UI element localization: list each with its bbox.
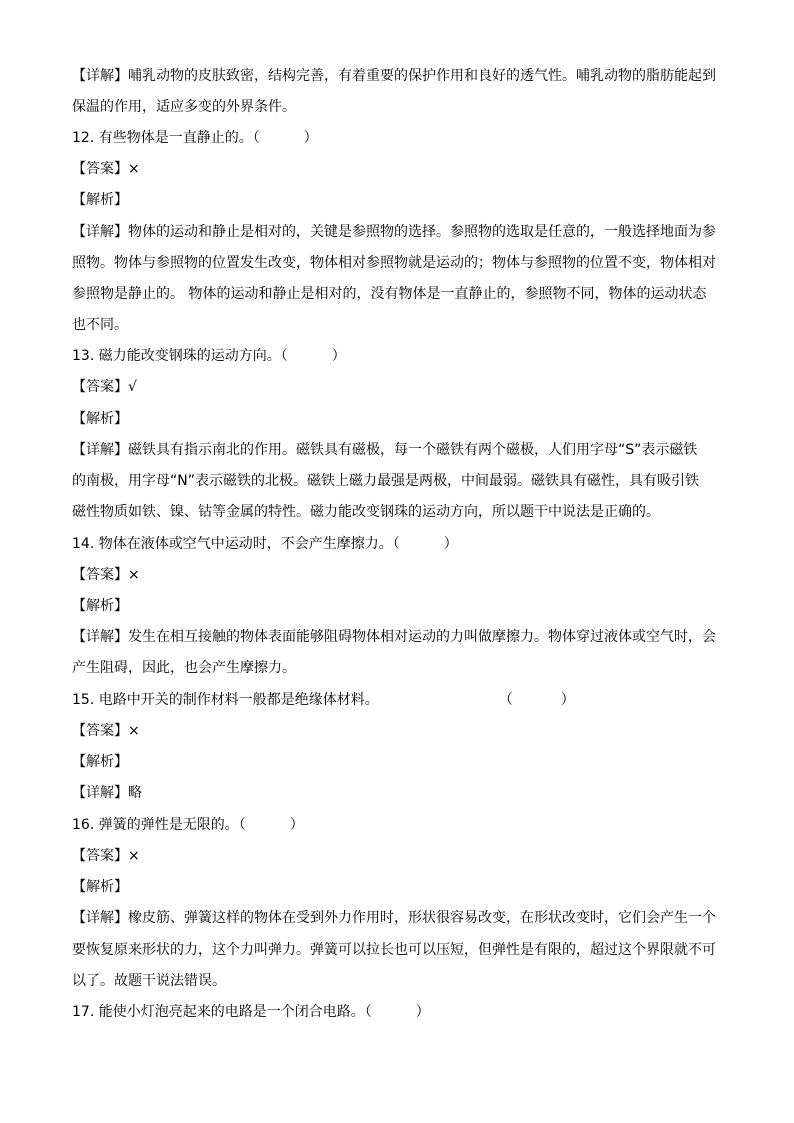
- question-text: 17. 能使小灯泡亮起来的电路是一个闭合电路。（: [72, 1004, 372, 1020]
- question-text: 16. 弹簧的弹性是无限的。（: [72, 817, 246, 833]
- question-text: 15. 电路中开关的制作材料一般都是绝缘体材料。: [72, 692, 379, 708]
- text: 【详解】橡皮筋、弹簧这样的物体在受到外力作用时，形状很容易改变，在形状改变时，它们会产生一个: [72, 910, 716, 926]
- text: 以了。故题干说法错误。: [72, 973, 226, 989]
- answer-16: [72, 846, 732, 866]
- text: 产生阻碍，因此，也会产生摩擦力。: [72, 660, 296, 676]
- explanation-line: [72, 471, 732, 491]
- analysis-label-16: [72, 877, 732, 897]
- text: 的南极，用字母“N”表示磁铁的北极。磁铁上磁力最强是两极，中间最弱。磁铁具有磁性，具有吸引铁: [72, 473, 699, 489]
- answer-text: 【答案】×: [72, 723, 140, 739]
- explanation-line: [72, 940, 732, 960]
- question-16: [72, 815, 732, 835]
- close-bracket: ）: [415, 1004, 430, 1020]
- text: 磁性物质如铁、镍、钴等金属的特性。磁力能改变钢珠的运动方向，所以题干中说法是正确的。: [72, 504, 660, 520]
- text: 【详解】物体的运动和静止是相对的，关键是参照物的选择。参照物的选取是任意的，一般选择地面为参: [72, 224, 716, 240]
- answer-text: 【答案】×: [72, 567, 140, 583]
- explanation-line: [72, 284, 732, 304]
- analysis-label-15: [72, 752, 732, 772]
- open-bracket: （: [498, 692, 513, 708]
- text: 【详解】磁铁具有指示南北的作用。磁铁具有磁极，每一个磁铁有两个磁极，人们用字母“S”表示磁铁: [72, 442, 698, 458]
- close-bracket: ）: [443, 536, 458, 552]
- text: 要恢复原来形状的力，这个力叫弹力。弹簧可以拉长也可以压短，但弹性是有限的，超过这个界限就不可: [72, 942, 716, 958]
- explanation-line: [72, 253, 732, 273]
- close-bracket: ）: [560, 692, 575, 708]
- explanation-line: [72, 908, 732, 928]
- analysis-text: 【解析】: [72, 411, 128, 427]
- question-15: [72, 690, 732, 710]
- explanation-line: [72, 440, 732, 460]
- answer-15: [72, 721, 732, 741]
- explanation-line: [72, 97, 732, 117]
- analysis-label-12: [72, 190, 732, 210]
- explanation-line: [72, 971, 732, 991]
- question-text: 14. 物体在液体或空气中运动时，不会产生摩擦力。（: [72, 536, 400, 552]
- close-bracket: ）: [303, 130, 318, 146]
- text: 【详解】发生在相互接触的物体表面能够阻碍物体相对运动的力叫做摩擦力。物体穿过液体或空气时，会: [72, 629, 716, 645]
- explanation-line: [72, 627, 732, 647]
- text: 保温的作用，适应多变的外界条件。: [72, 99, 296, 115]
- answer-text: 【答案】×: [72, 161, 140, 177]
- close-bracket: ）: [331, 348, 346, 364]
- text: 【详解】哺乳动物的皮肤致密，结构完善，有着重要的保护作用和良好的透气性。哺乳动物的脂肪能起到: [72, 68, 716, 84]
- explanation-line: [72, 315, 732, 335]
- question-17: [72, 1002, 732, 1022]
- question-text: 13. 磁力能改变钢珠的运动方向。（: [72, 348, 288, 364]
- explanation-line: [72, 783, 732, 803]
- explanation-line: [72, 658, 732, 678]
- answer-12: [72, 159, 732, 179]
- close-bracket: ）: [289, 817, 304, 833]
- analysis-label-13: [72, 409, 732, 429]
- text: 也不同。: [72, 317, 128, 333]
- analysis-text: 【解析】: [72, 754, 128, 770]
- answer-13: [72, 377, 732, 397]
- text: 照物。物体与参照物的位置发生改变，物体相对参照物就是运动的；物体与参照物的位置不变，物体相对: [72, 255, 716, 271]
- explanation-line: [72, 222, 732, 242]
- answer-14: [72, 565, 732, 585]
- answer-text: 【答案】√: [72, 379, 137, 395]
- explanation-line: [72, 66, 732, 86]
- analysis-text: 【解析】: [72, 598, 128, 614]
- analysis-text: 【解析】: [72, 879, 128, 895]
- answer-text: 【答案】×: [72, 848, 140, 864]
- explanation-line: [72, 502, 732, 522]
- question-14: [72, 534, 732, 554]
- text: 参照物是静止的。 物体的运动和静止是相对的，没有物体是一直静止的，参照物不同，物体的运动状态: [72, 286, 707, 302]
- text: 【详解】略: [72, 785, 142, 801]
- question-12: [72, 128, 732, 148]
- analysis-label-14: [72, 596, 732, 616]
- analysis-text: 【解析】: [72, 192, 128, 208]
- question-text: 12. 有些物体是一直静止的。（: [72, 130, 260, 146]
- question-13: [72, 346, 732, 366]
